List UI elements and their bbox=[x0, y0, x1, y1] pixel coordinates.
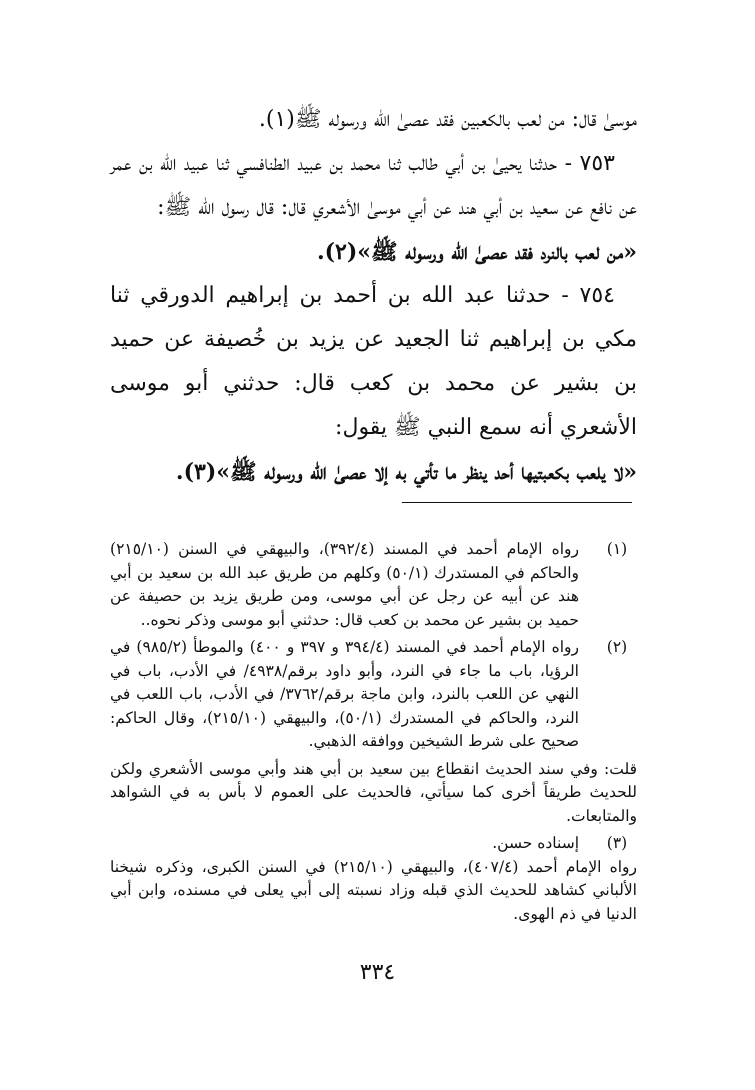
footnote-divider bbox=[402, 502, 632, 503]
footnote-2 bbox=[110, 636, 637, 754]
hadith-quote: «من لعب بالنرد فقد عصىٰ الله ورسوله ﷺ»(٢). bbox=[316, 239, 637, 265]
footnote-text: رواه الإمام أحمد في المسند (٣٩٢/٤)، والبيهقي في السنن (٢١٥/١٠) والحاكم في المستدرك (٥٠/١) وكلهم من طريق عبد الله بن سعيد بن أبي هند عن أبيه عن رجل عن أبي موسى، ومن طريق يزيد بن حصيفة عن حميد بن بشير عن محمد بن كعب قال: حدثني أبو موسى وذكر نحوه.. bbox=[110, 540, 579, 629]
footnote-number: (١) bbox=[606, 540, 628, 558]
footnote-1 bbox=[110, 538, 637, 632]
page-number: ٣٣٤ bbox=[359, 960, 396, 985]
hadith-quote: «لا يلعب بكعبتيها أحد ينظر ما تأتي به إلا عصىٰ الله ورسوله ﷺ»(٣). bbox=[175, 459, 637, 485]
footnote-3 bbox=[110, 832, 637, 856]
main-text bbox=[110, 98, 637, 494]
footnote-text: رواه الإمام أحمد في المسند (٣٩٤/٤ و ٣٩٧ و ٤٠٠) والموطأ (٩٨٥/٢) في الرؤيا، باب ما جاء في النرد، وأبو داود برقم/٤٩٣٨/ في الأدب، باب في النهي عن اللعب بالنرد، وابن ماجة برقم/٣٧٦٢/ في الأدب، باب اللعب في النرد، والحاكم في المستدرك (٥٠/١)، والبيهقي (٢١٥/١٠)، وقال الحاكم: صحيح على شرط الشيخين ووافقه الذهبي. bbox=[110, 638, 580, 750]
text-line: موسىٰ قال: من لعب بالكعبين فقد عصىٰ الله ورسوله ﷺ(١). bbox=[258, 107, 637, 132]
hadith-754: ٧٥٤ - حدثنا عبد الله بن أحمد بن إبراهيم الدورقي ثنا مكي بن إبراهيم ثنا الجعيد عن يزيد بن خُصيفة عن حميد بن بشير عن محمد بن كعب قال: حدثني أبو موسى الأشعري أنه سمع النبي ﷺ يقول: bbox=[110, 283, 637, 440]
footnote-2-comment bbox=[110, 758, 637, 829]
footnote-number: (٢) bbox=[606, 638, 628, 656]
footnote-text: رواه الإمام أحمد (٤٠٧/٤)، والبيهقي (٢١٥/١٠) في السنن الكبرى، وذكره شيخنا الألباني كشاهد للحديث الذي قبله وزاد نسبته إلى أبي يعلى في مسنده، وابن أبي الدنيا في ذم الهوى. bbox=[110, 857, 637, 923]
footnotes bbox=[110, 538, 637, 926]
footnote-number: (٣) bbox=[606, 834, 628, 852]
footnote-text: إسناده حسن. bbox=[492, 834, 579, 852]
hadith-753: ٧٥٣ - حدثنا يحيىٰ بن أبي طالب ثنا محمد بن عبيد الطنافسي ثنا عبيد الله بن عمر عن نافع عن سعيد بن أبي هند عن أبي موسىٰ الأشعري قال: قال رسول الله ﷺ: bbox=[110, 151, 637, 220]
footnote-3-comment bbox=[110, 856, 637, 927]
footnote-text: قلت: وفي سند الحديث انقطاع بين سعيد بن أبي هند وأبي موسى الأشعري ولكن للحديث طريقاً أخرى كما سيأتي، فالحديث على العموم لا بأس به في الشواهد والمتابعات. bbox=[110, 759, 637, 825]
